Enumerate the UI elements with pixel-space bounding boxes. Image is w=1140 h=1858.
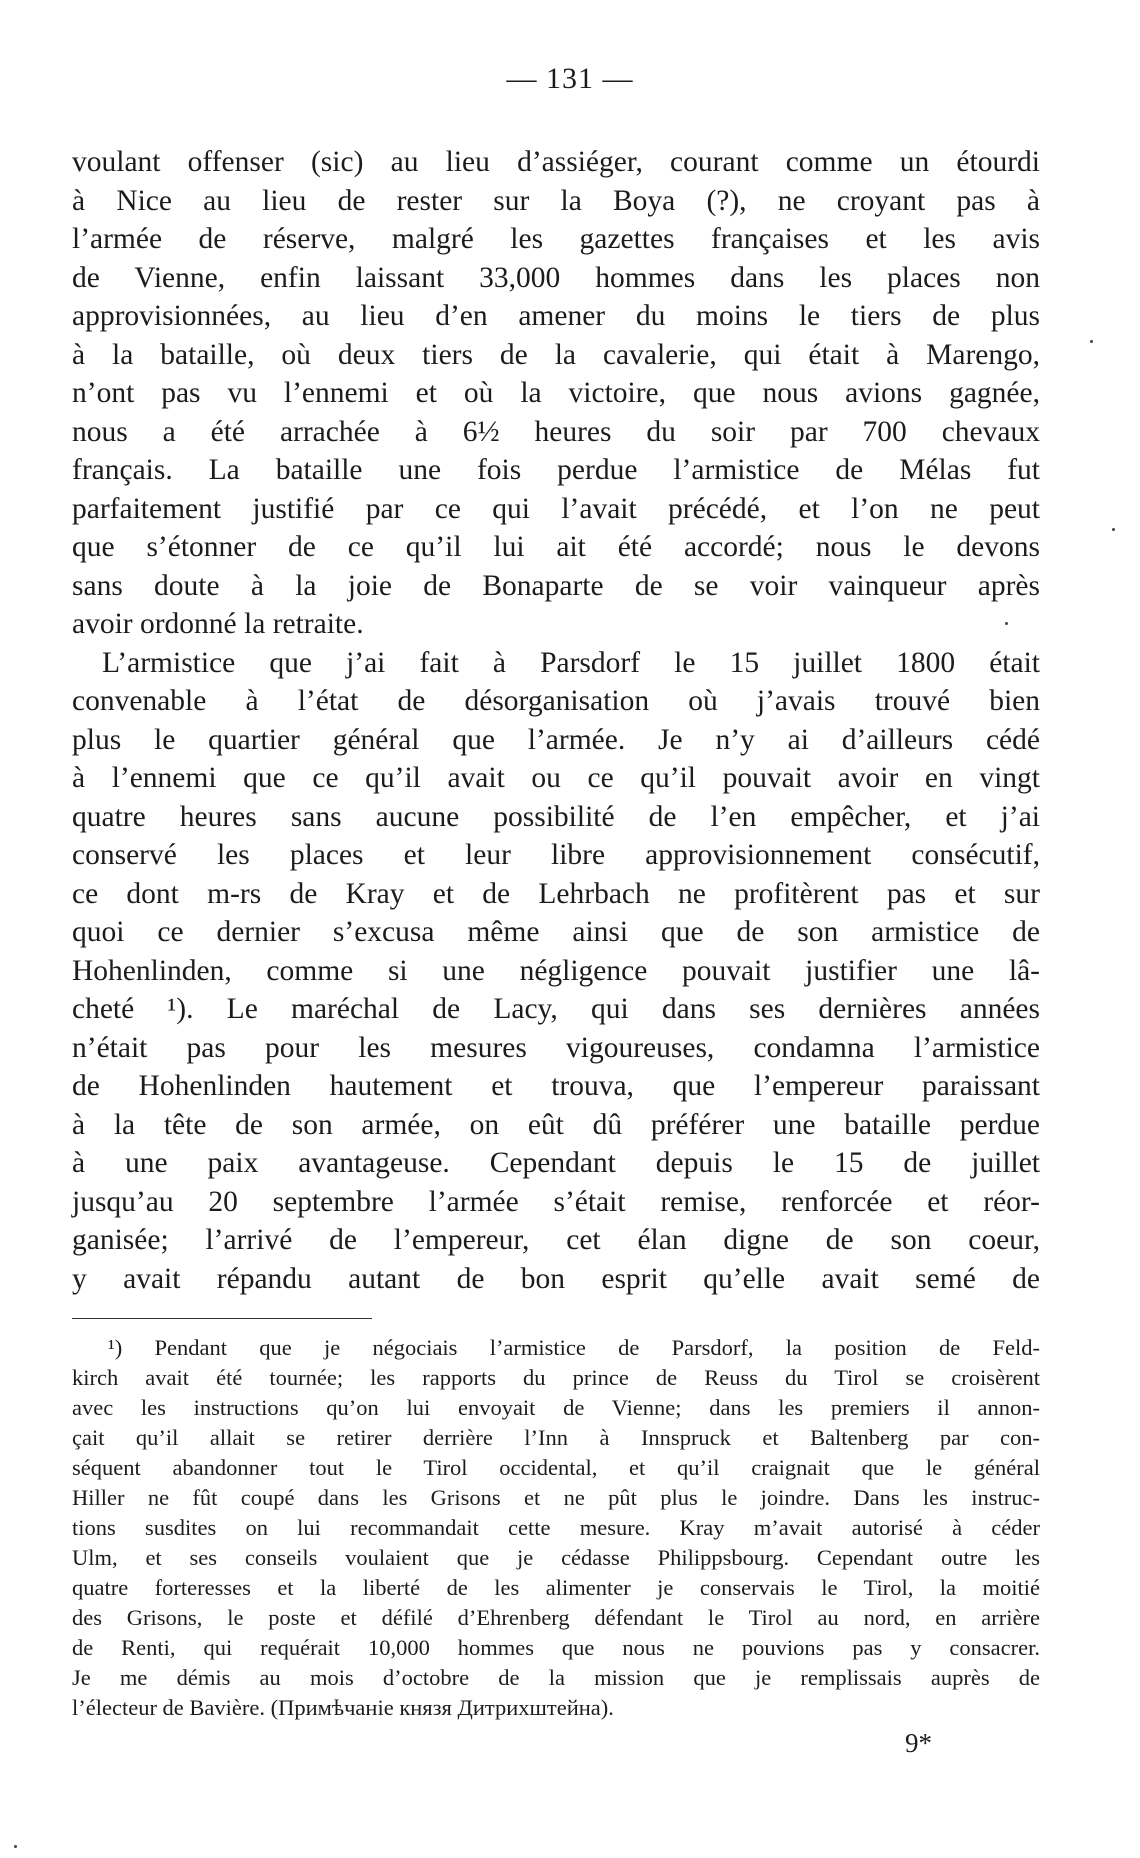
text-line: L’armistice que j’ai fait à Parsdorf le 15 juillet 1800 était	[102, 646, 1040, 679]
text-line: conservé les places et leur libre approvisionnement consécutif,	[72, 839, 1040, 871]
print-speck	[1090, 340, 1093, 343]
footnote-divider	[72, 1318, 372, 1319]
text-line: français. La bataille une fois perdue l’armistice de Mélas fut	[72, 454, 1040, 486]
text-line: quatre heures sans aucune possibilité de l’en empêcher, et j’ai	[72, 800, 1040, 833]
text-line: avoir ordonné la retraite.	[72, 608, 364, 640]
text-line: à la bataille, où deux tiers de la cavalerie, qui était à Marengo,	[72, 338, 1040, 371]
main-text	[72, 143, 1040, 1298]
print-speck	[1112, 528, 1115, 531]
page-number: — 131 —	[506, 62, 634, 95]
footnote-line: çait qu’il allait se retirer derrière l’Inn à Innspruck et Baltenberg par con-	[72, 1425, 1040, 1450]
text-line: n’était pas pour les mesures vigoureuses, condamna l’armistice	[72, 1031, 1040, 1064]
text-line: l’armée de réserve, malgré les gazettes françaises et les avis	[72, 223, 1040, 255]
text-line: y avait répandu autant de bon esprit qu’elle avait semé de	[72, 1262, 1040, 1295]
text-line: plus le quartier général que l’armée. Je n’y ai d’ailleurs cédé	[72, 723, 1040, 756]
text-line: ce dont m-rs de Kray et de Lehrbach ne profitèrent pas et sur	[72, 877, 1040, 910]
print-speck	[1005, 622, 1008, 625]
footnote-line: ¹) Pendant que je négociais l’armistice de Parsdorf, la position de Feld-	[108, 1335, 1040, 1360]
text-line: Hohenlinden, comme si une négligence pouvait justifier une lâ-	[72, 954, 1040, 987]
text-line: voulant offenser (sic) au lieu d’assiéger, courant comme un étourdi	[72, 146, 1040, 178]
text-line: à Nice au lieu de rester sur la Boya (?), ne croyant pas à	[72, 184, 1040, 217]
footnote-line: Je me démis au mois d’octobre de la mission que je remplissais auprès de	[72, 1665, 1040, 1690]
text-line: de Hohenlinden hautement et trouva, que l’empereur paraissant	[72, 1070, 1040, 1102]
footnote-line: l’électeur de Bavière. (Примѣчаніе князя Дитрихштейна).	[72, 1695, 614, 1720]
text-line: jusqu’au 20 septembre l’armée s’était remise, renforcée et réor-	[72, 1185, 1040, 1218]
footnote-line: séquent abandonner tout le Tirol occidental, et qu’il craignait que le général	[72, 1455, 1040, 1480]
text-line: que s’étonner de ce qu’il lui ait été accordé; nous le devons	[72, 531, 1040, 563]
print-speck	[14, 1845, 17, 1848]
text-line: de Vienne, enfin laissant 33,000 hommes dans les places non	[72, 261, 1040, 294]
text-line: convenable à l’état de désorganisation où j’avais trouvé bien	[72, 685, 1040, 717]
text-line: parfaitement justifié par ce qui l’avait précédé, et l’on ne peut	[72, 492, 1040, 525]
footnote-line: Hiller ne fût coupé dans les Grisons et ne pût plus le joindre. Dans les instruc-	[72, 1485, 1040, 1510]
footnote-line: quatre forteresses et la liberté de les alimenter je conservais le Tirol, la moitié	[72, 1575, 1040, 1600]
text-line: à la tête de son armée, on eût dû préférer une bataille perdue	[72, 1108, 1040, 1141]
text-line: cheté ¹). Le maréchal de Lacy, qui dans ses dernières années	[72, 993, 1040, 1025]
footnote-line: de Renti, qui requérait 10,000 hommes que nous ne pouvions pas y consacrer.	[72, 1635, 1040, 1660]
text-line: sans doute à la joie de Bonaparte de se voir vainqueur après	[72, 569, 1040, 602]
text-line: approvisionnées, au lieu d’en amener du moins le tiers de plus	[72, 300, 1040, 332]
text-line: ganisée; l’arrivé de l’empereur, cet élan digne de son coeur,	[72, 1224, 1040, 1256]
footnote	[72, 1333, 1040, 1723]
text-line: n’ont pas vu l’ennemi et où la victoire, que nous avions gagnée,	[72, 377, 1040, 409]
footnote-line: Ulm, et ses conseils voulaient que je cédasse Philippsbourg. Cependant outre les	[72, 1545, 1040, 1570]
text-line: à une paix avantageuse. Cependant depuis le 15 de juillet	[72, 1147, 1040, 1179]
text-line: quoi ce dernier s’excusa même ainsi que de son armistice de	[72, 916, 1040, 948]
footnote-line: tions susdites on lui recommandait cette mesure. Kray m’avait autorisé à céder	[72, 1515, 1040, 1540]
text-line: nous a été arrachée à 6½ heures du soir par 700 chevaux	[72, 415, 1040, 448]
text-line: à l’ennemi que ce qu’il avait ou ce qu’il pouvait avoir en vingt	[72, 762, 1040, 794]
footnote-line: avec les instructions qu’on lui envoyait de Vienne; dans les premiers il annon-	[72, 1395, 1040, 1420]
footnote-line: des Grisons, le poste et défilé d’Ehrenberg défendant le Tirol au nord, en arrière	[72, 1605, 1040, 1630]
signature-mark: 9*	[905, 1728, 932, 1758]
footnote-line: kirch avait été tournée; les rapports du prince de Reuss du Tirol se croisèrent	[72, 1365, 1040, 1390]
